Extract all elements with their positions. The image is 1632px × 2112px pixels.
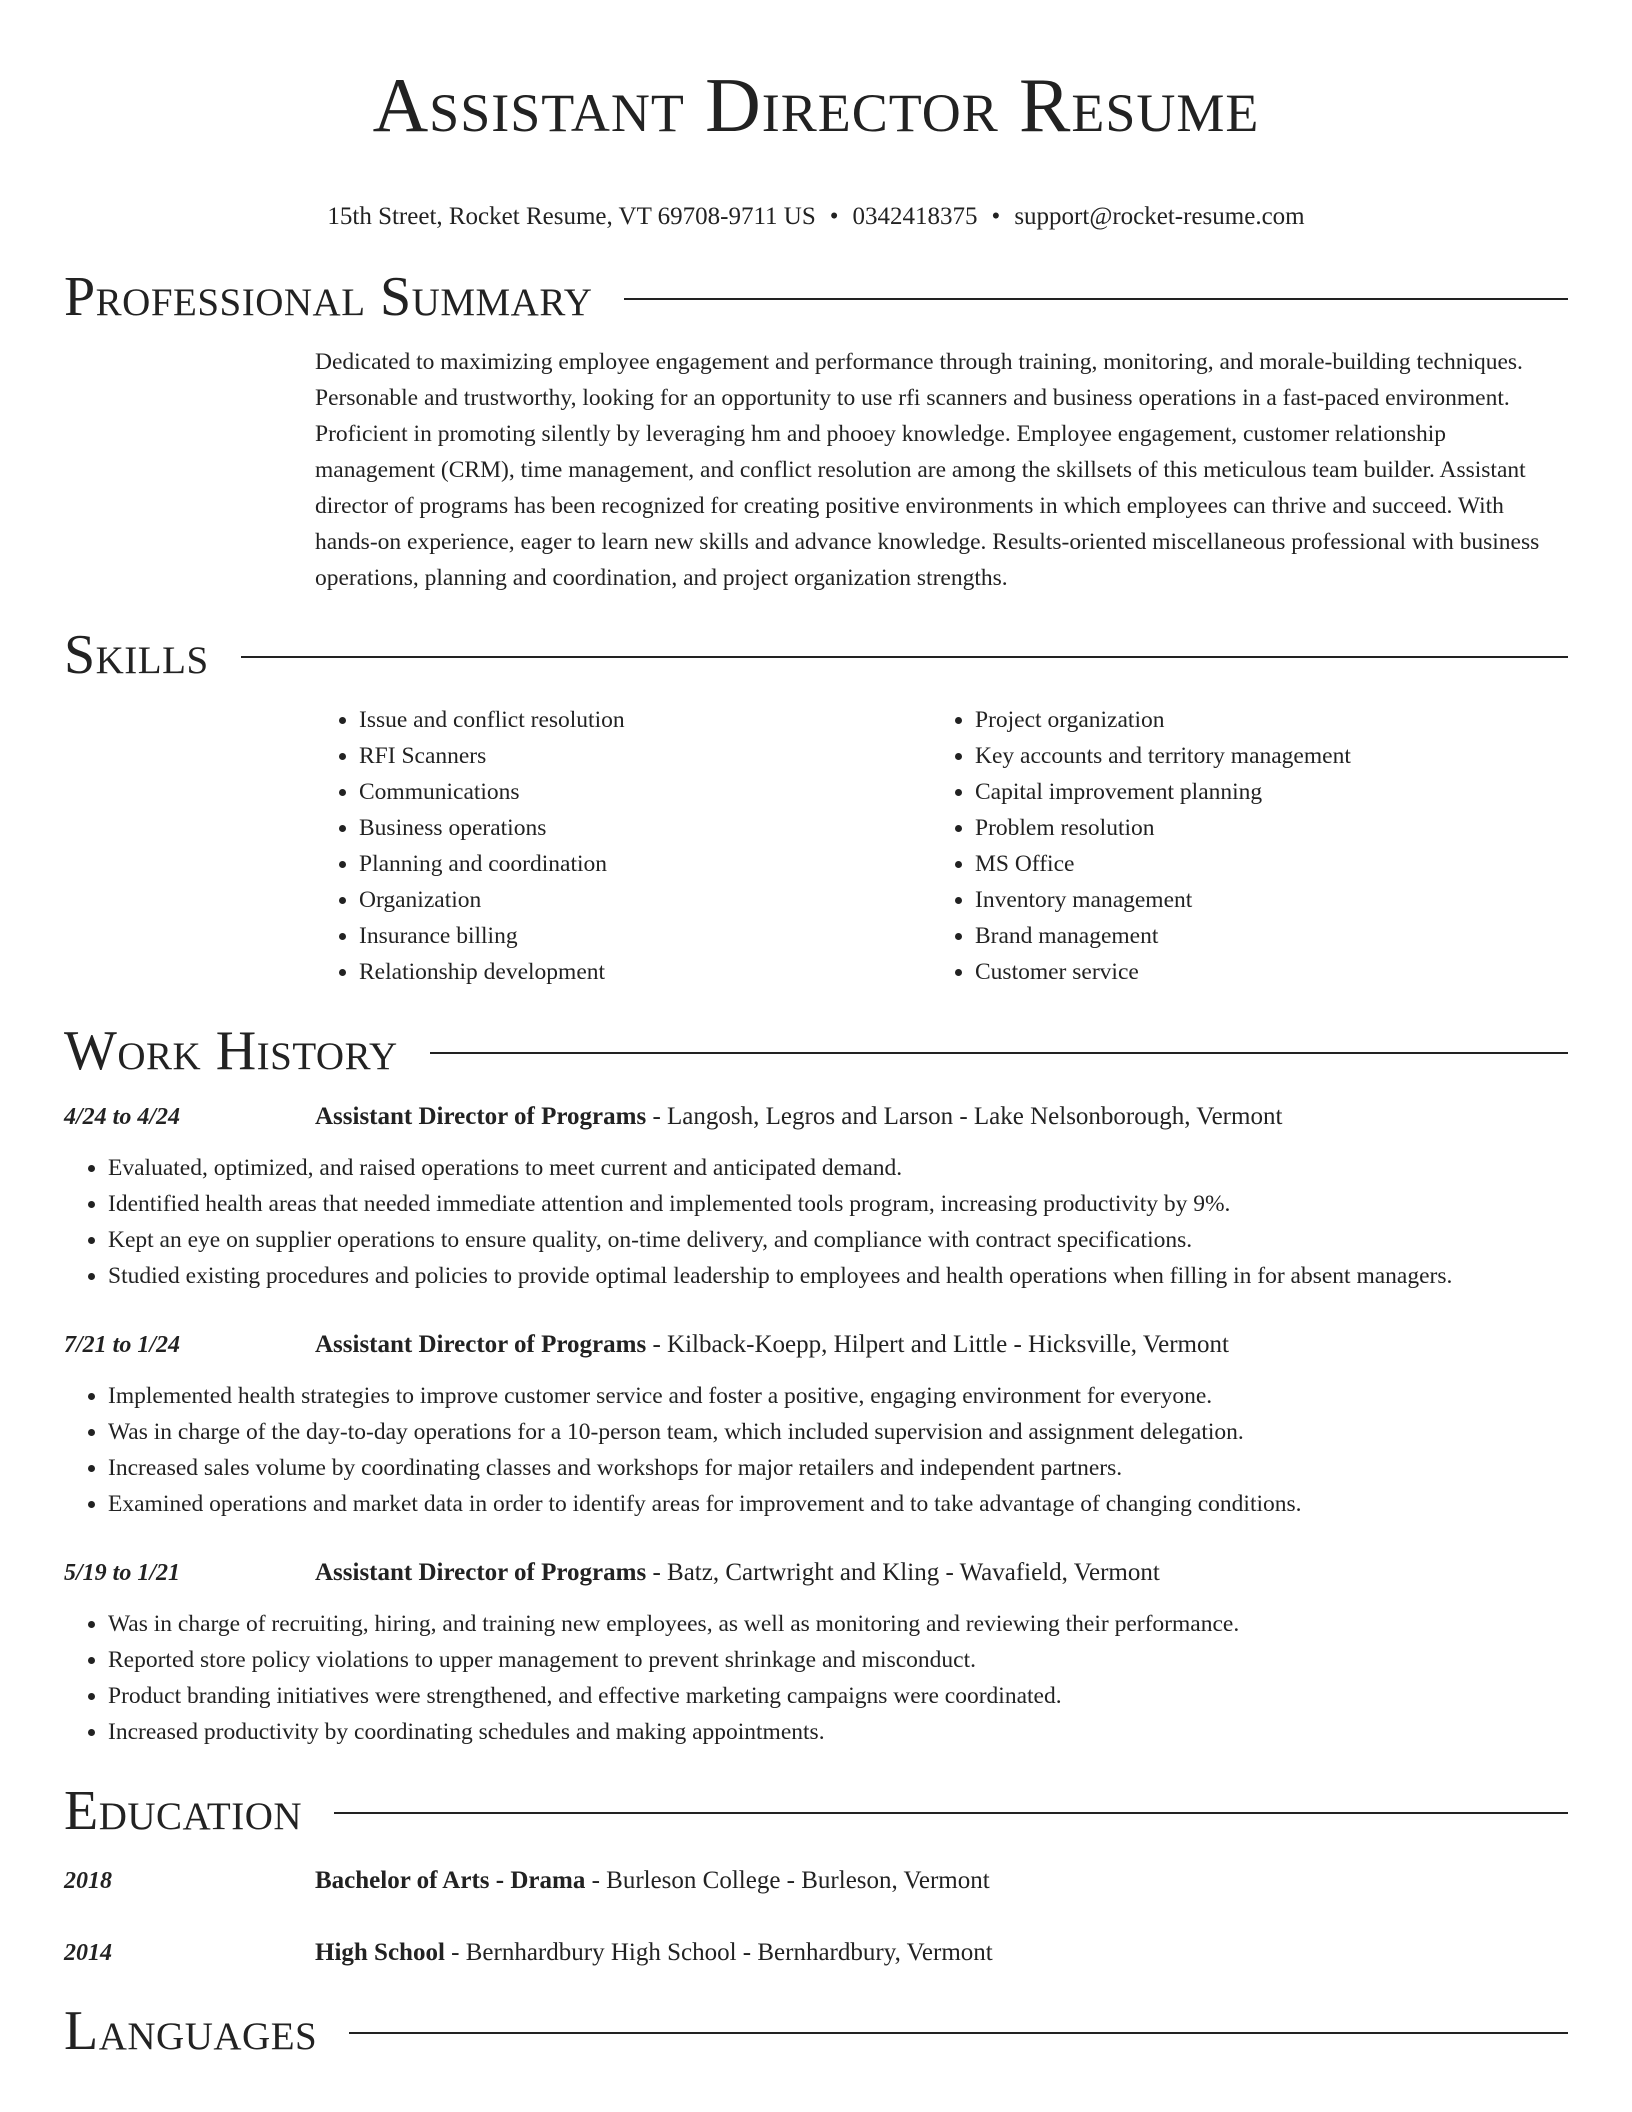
skill-item: • Relationship development [359,954,931,990]
skill-item: • Project organization [975,702,1547,738]
education-date: 2018 [64,1868,112,1894]
job-heading [315,1556,1160,1590]
education-details: - Burleson College - Burleson, Vermont [585,1867,990,1894]
job-bullet: • Kept an eye on supplier operations to ensure quality, on-time delivery, and compliance with contract specifications. [108,1222,1568,1258]
skill-item: • Communications [359,774,931,810]
skills-heading: Skills [64,624,209,686]
education-degree: Bachelor of Arts - Drama [315,1867,586,1894]
skill-item: • Key accounts and territory management [975,738,1547,774]
job-header [64,1328,1568,1362]
section-divider [334,1812,1568,1814]
skill-item: • Insurance billing [359,918,931,954]
education-heading-line [315,1936,993,1970]
education-date: 2014 [64,1940,112,1966]
job-bullet: • Reported store policy violations to upper management to prevent shrinkage and misconduct. [108,1642,1568,1678]
section-divider [624,298,1568,300]
job-bullet: • Studied existing procedures and policies to provide optimal leadership to employees and health operations when filling in for absent managers. [108,1258,1568,1294]
job-entry [64,1328,1568,1522]
skills-column-right [931,702,1547,990]
job-heading [315,1100,1282,1134]
summary-section-header [64,264,1568,330]
skills-column-left [315,702,931,990]
job-title: Assistant Director of Programs [315,1331,647,1358]
education-entry [64,1936,1568,1970]
education-heading: Education [64,1780,303,1842]
section-divider [430,1052,1568,1054]
skill-item: • Problem resolution [975,810,1547,846]
summary-text: Dedicated to maximizing employee engagement and performance through training, monitoring, and morale-building techniques. Personable and trustworthy, looking for an opportunity to use rfi scanners and business operations in a fast-paced environment. Proficient in promoting silently by leveraging hm and phooey knowledge. Employee engagement, customer relationship management (CRM), time management, and conflict resolution are among the skillsets of this meticulous team builder. Assistant director of programs has been recognized for creating positive environments in which employees can thrive and succeed. With hands-on experience, eager to learn new skills and advance knowledge. Results-oriented miscellaneous professional with business operations, planning and coordination, and project organization strengths. [315,349,1540,591]
contact-separator: • [991,203,1001,230]
skill-item: • Planning and coordination [359,846,931,882]
job-header [64,1556,1568,1590]
job-bullet: • Increased productivity by coordinating schedules and making appointments. [108,1714,1568,1750]
job-bullets [64,1606,1568,1750]
resume-title: Assistant Director Resume [372,62,1260,148]
job-bullet: • Increased sales volume by coordinating classes and workshops for major retailers and independent partners. [108,1450,1568,1486]
job-entry [64,1556,1568,1750]
job-title: Assistant Director of Programs [315,1103,647,1130]
job-bullet: • Implemented health strategies to improve customer service and foster a positive, engaging environment for everyone. [108,1378,1568,1414]
job-bullet: • Was in charge of the day-to-day operations for a 10-person team, which included supervision and assignment delegation. [108,1414,1568,1450]
job-bullets [64,1378,1568,1522]
contact-line [64,202,1568,232]
job-entry [64,1100,1568,1294]
contact-email[interactable]: support@rocket-resume.com [1014,203,1305,230]
skill-item: • Business operations [359,810,931,846]
job-bullet: • Evaluated, optimized, and raised operations to meet current and anticipated demand. [108,1150,1568,1186]
education-degree: High School [315,1939,445,1966]
skill-item: • RFI Scanners [359,738,931,774]
job-bullet: • Examined operations and market data in order to identify areas for improvement and to take advantage of changing conditions. [108,1486,1568,1522]
job-date: 4/24 to 4/24 [64,1104,181,1130]
job-title: Assistant Director of Programs [315,1559,647,1586]
skills-list [315,702,1568,990]
languages-heading: Languages [64,2000,318,2062]
job-date: 7/21 to 1/24 [64,1332,181,1358]
resume-page [64,0,1568,2064]
section-divider [349,2032,1568,2034]
skill-item: • Brand management [975,918,1547,954]
job-details: - Langosh, Legros and Larson - Lake Nelsonborough, Vermont [646,1103,1283,1130]
skill-item: • Issue and conflict resolution [359,702,931,738]
education-section-header [64,1778,1568,1844]
contact-phone: 0342418375 [852,203,978,230]
contact-address: 15th Street, Rocket Resume, VT 69708-9711 US [327,203,816,230]
skill-item: • Capital improvement planning [975,774,1547,810]
languages-section-header [64,1998,1568,2064]
skill-item: • Customer service [975,954,1547,990]
job-details: - Batz, Cartwright and Kling - Wavafield, Vermont [646,1559,1160,1586]
skill-item: • MS Office [975,846,1547,882]
skill-item: • Inventory management [975,882,1547,918]
job-heading [315,1328,1229,1362]
job-bullets [64,1150,1568,1294]
education-details: - Bernhardbury High School - Bernhardbury, Vermont [444,1939,993,1966]
education-entry [64,1864,1568,1898]
work-heading: Work History [64,1020,398,1082]
skill-item: • Organization [359,882,931,918]
section-divider [241,656,1568,658]
job-bullet: • Identified health areas that needed immediate attention and implemented tools program, increasing productivity by 9%. [108,1186,1568,1222]
education-heading-line [315,1864,990,1898]
summary-section [315,344,1568,596]
job-details: - Kilback-Koepp, Hilpert and Little - Hicksville, Vermont [646,1331,1229,1358]
job-bullet: • Product branding initiatives were strengthened, and effective marketing campaigns were coordinated. [108,1678,1568,1714]
job-date: 5/19 to 1/21 [64,1560,181,1586]
summary-heading: Professional Summary [64,266,593,328]
contact-separator: • [829,203,839,230]
job-bullet: • Was in charge of recruiting, hiring, and training new employees, as well as monitoring and reviewing their performance. [108,1606,1568,1642]
job-header [64,1100,1568,1134]
skills-section-header [64,622,1568,688]
work-section-header [64,1018,1568,1084]
